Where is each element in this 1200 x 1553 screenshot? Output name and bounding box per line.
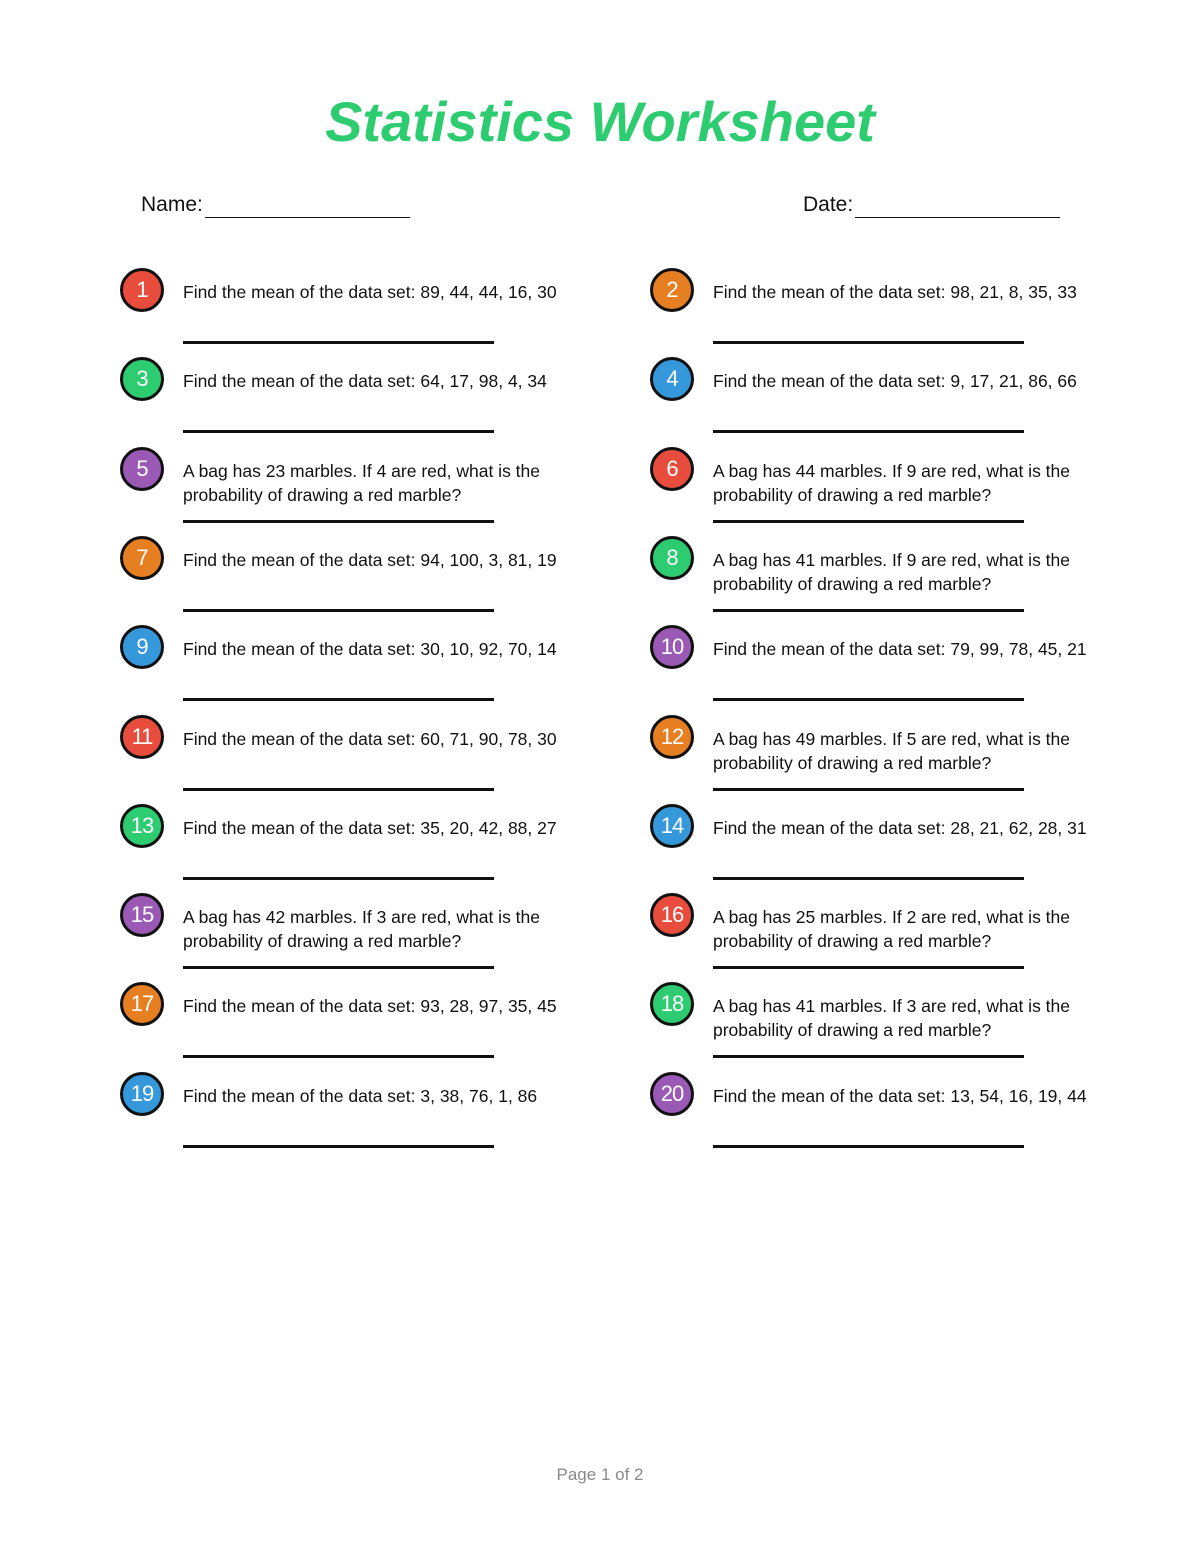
problem-text: Find the mean of the data set: 28, 21, 62, 28, 31 — [713, 817, 1087, 838]
problem-text: Find the mean of the data set: 30, 10, 92, 70, 14 — [183, 639, 557, 660]
answer-line[interactable] — [183, 430, 494, 433]
problem-item — [120, 625, 590, 714]
problem-number-badge: 4 — [650, 357, 694, 401]
problem-number-badge: 7 — [120, 536, 164, 580]
answer-line[interactable] — [183, 341, 494, 344]
worksheet-title: Statistics Worksheet — [325, 90, 875, 153]
problem-number-badge: 10 — [650, 625, 694, 669]
problem-number-badge: 17 — [120, 982, 164, 1026]
problem-item — [650, 536, 1120, 625]
problem-item — [650, 715, 1120, 804]
problem-item — [650, 625, 1120, 714]
problem-text: A bag has 44 marbles. If 9 are red, what is the probability of drawing a red marble? — [713, 460, 1071, 505]
problem-number-badge: 12 — [650, 715, 694, 759]
answer-line[interactable] — [183, 520, 494, 523]
problem-item — [120, 893, 590, 982]
answer-line[interactable] — [713, 609, 1024, 612]
problem-text: Find the mean of the data set: 60, 71, 90, 78, 30 — [183, 728, 557, 749]
problem-number-badge: 15 — [120, 893, 164, 937]
answer-line[interactable] — [183, 609, 494, 612]
date-label: Date: — [803, 193, 854, 216]
problem-number-badge: 6 — [650, 447, 694, 491]
problem-text: Find the mean of the data set: 94, 100, 3, 81, 19 — [183, 549, 557, 570]
problem-number-badge: 18 — [650, 982, 694, 1026]
answer-line[interactable] — [713, 1145, 1024, 1148]
problem-text: Find the mean of the data set: 98, 21, 8, 35, 33 — [713, 282, 1077, 302]
problem-number-badge: 3 — [120, 357, 164, 401]
answer-line[interactable] — [713, 966, 1024, 969]
problem-number-badge: 19 — [120, 1072, 164, 1116]
problem-text: Find the mean of the data set: 13, 54, 16, 19, 44 — [713, 1085, 1087, 1106]
problem-number-badge: 20 — [650, 1072, 694, 1116]
problem-item — [650, 1072, 1120, 1161]
problem-item — [120, 447, 590, 536]
problem-item — [120, 982, 590, 1071]
name-label: Name: — [141, 193, 203, 216]
problem-text: Find the mean of the data set: 89, 44, 44, 16, 30 — [183, 282, 557, 302]
problem-item — [650, 447, 1120, 536]
problem-number-badge: 11 — [120, 715, 164, 759]
answer-line[interactable] — [183, 877, 494, 880]
problem-text: Find the mean of the data set: 64, 17, 98, 4, 34 — [183, 371, 547, 392]
problem-item — [120, 804, 590, 893]
page-footer: Page 1 of 2 — [556, 1465, 644, 1484]
problem-text: Find the mean of the data set: 35, 20, 42, 88, 27 — [183, 817, 557, 838]
answer-line[interactable] — [713, 341, 1024, 344]
answer-line[interactable] — [183, 698, 494, 701]
answer-line[interactable] — [713, 877, 1024, 880]
problem-text: A bag has 41 marbles. If 3 are red, what is the probability of drawing a red marble? — [713, 996, 1071, 1041]
problem-text: Find the mean of the data set: 9, 17, 21, 86, 66 — [713, 371, 1077, 392]
problem-text: A bag has 23 marbles. If 4 are red, what is the probability of drawing a red marble? — [183, 460, 541, 505]
problem-number-badge: 8 — [650, 536, 694, 580]
problem-number-badge: 9 — [120, 625, 164, 669]
problem-number-badge: 5 — [120, 447, 164, 491]
problem-text: Find the mean of the data set: 93, 28, 97, 35, 45 — [183, 996, 557, 1017]
answer-line[interactable] — [183, 966, 494, 969]
problem-text: Find the mean of the data set: 79, 99, 78, 45, 21 — [713, 639, 1087, 660]
problem-item — [650, 804, 1120, 893]
problem-number-badge: 16 — [650, 893, 694, 937]
problem-text: A bag has 49 marbles. If 5 are red, what is the probability of drawing a red marble? — [713, 728, 1071, 773]
problem-item — [120, 536, 590, 625]
answer-line[interactable] — [713, 698, 1024, 701]
problem-item — [650, 268, 1120, 357]
problem-number-badge: 2 — [650, 268, 694, 312]
answer-line[interactable] — [713, 430, 1024, 433]
problem-text: A bag has 42 marbles. If 3 are red, what is the probability of drawing a red marble? — [183, 907, 541, 952]
problem-text: Find the mean of the data set: 3, 38, 76, 1, 86 — [183, 1085, 538, 1106]
answer-line[interactable] — [183, 1145, 494, 1148]
problem-text: A bag has 41 marbles. If 9 are red, what is the probability of drawing a red marble? — [713, 549, 1071, 594]
problem-number-badge: 14 — [650, 804, 694, 848]
problem-item — [120, 357, 590, 446]
problem-number-badge: 1 — [120, 268, 164, 312]
answer-line[interactable] — [183, 1055, 494, 1058]
answer-line[interactable] — [713, 520, 1024, 523]
problem-text: A bag has 25 marbles. If 2 are red, what is the probability of drawing a red marble? — [713, 907, 1071, 952]
problem-item — [120, 715, 590, 804]
problem-item — [120, 1072, 590, 1161]
answer-line[interactable] — [183, 788, 494, 791]
problem-item — [120, 268, 590, 357]
problem-item — [650, 893, 1120, 982]
problem-number-badge: 13 — [120, 804, 164, 848]
problem-item — [650, 357, 1120, 446]
answer-line[interactable] — [713, 1055, 1024, 1058]
answer-line[interactable] — [713, 788, 1024, 791]
problem-item — [650, 982, 1120, 1071]
